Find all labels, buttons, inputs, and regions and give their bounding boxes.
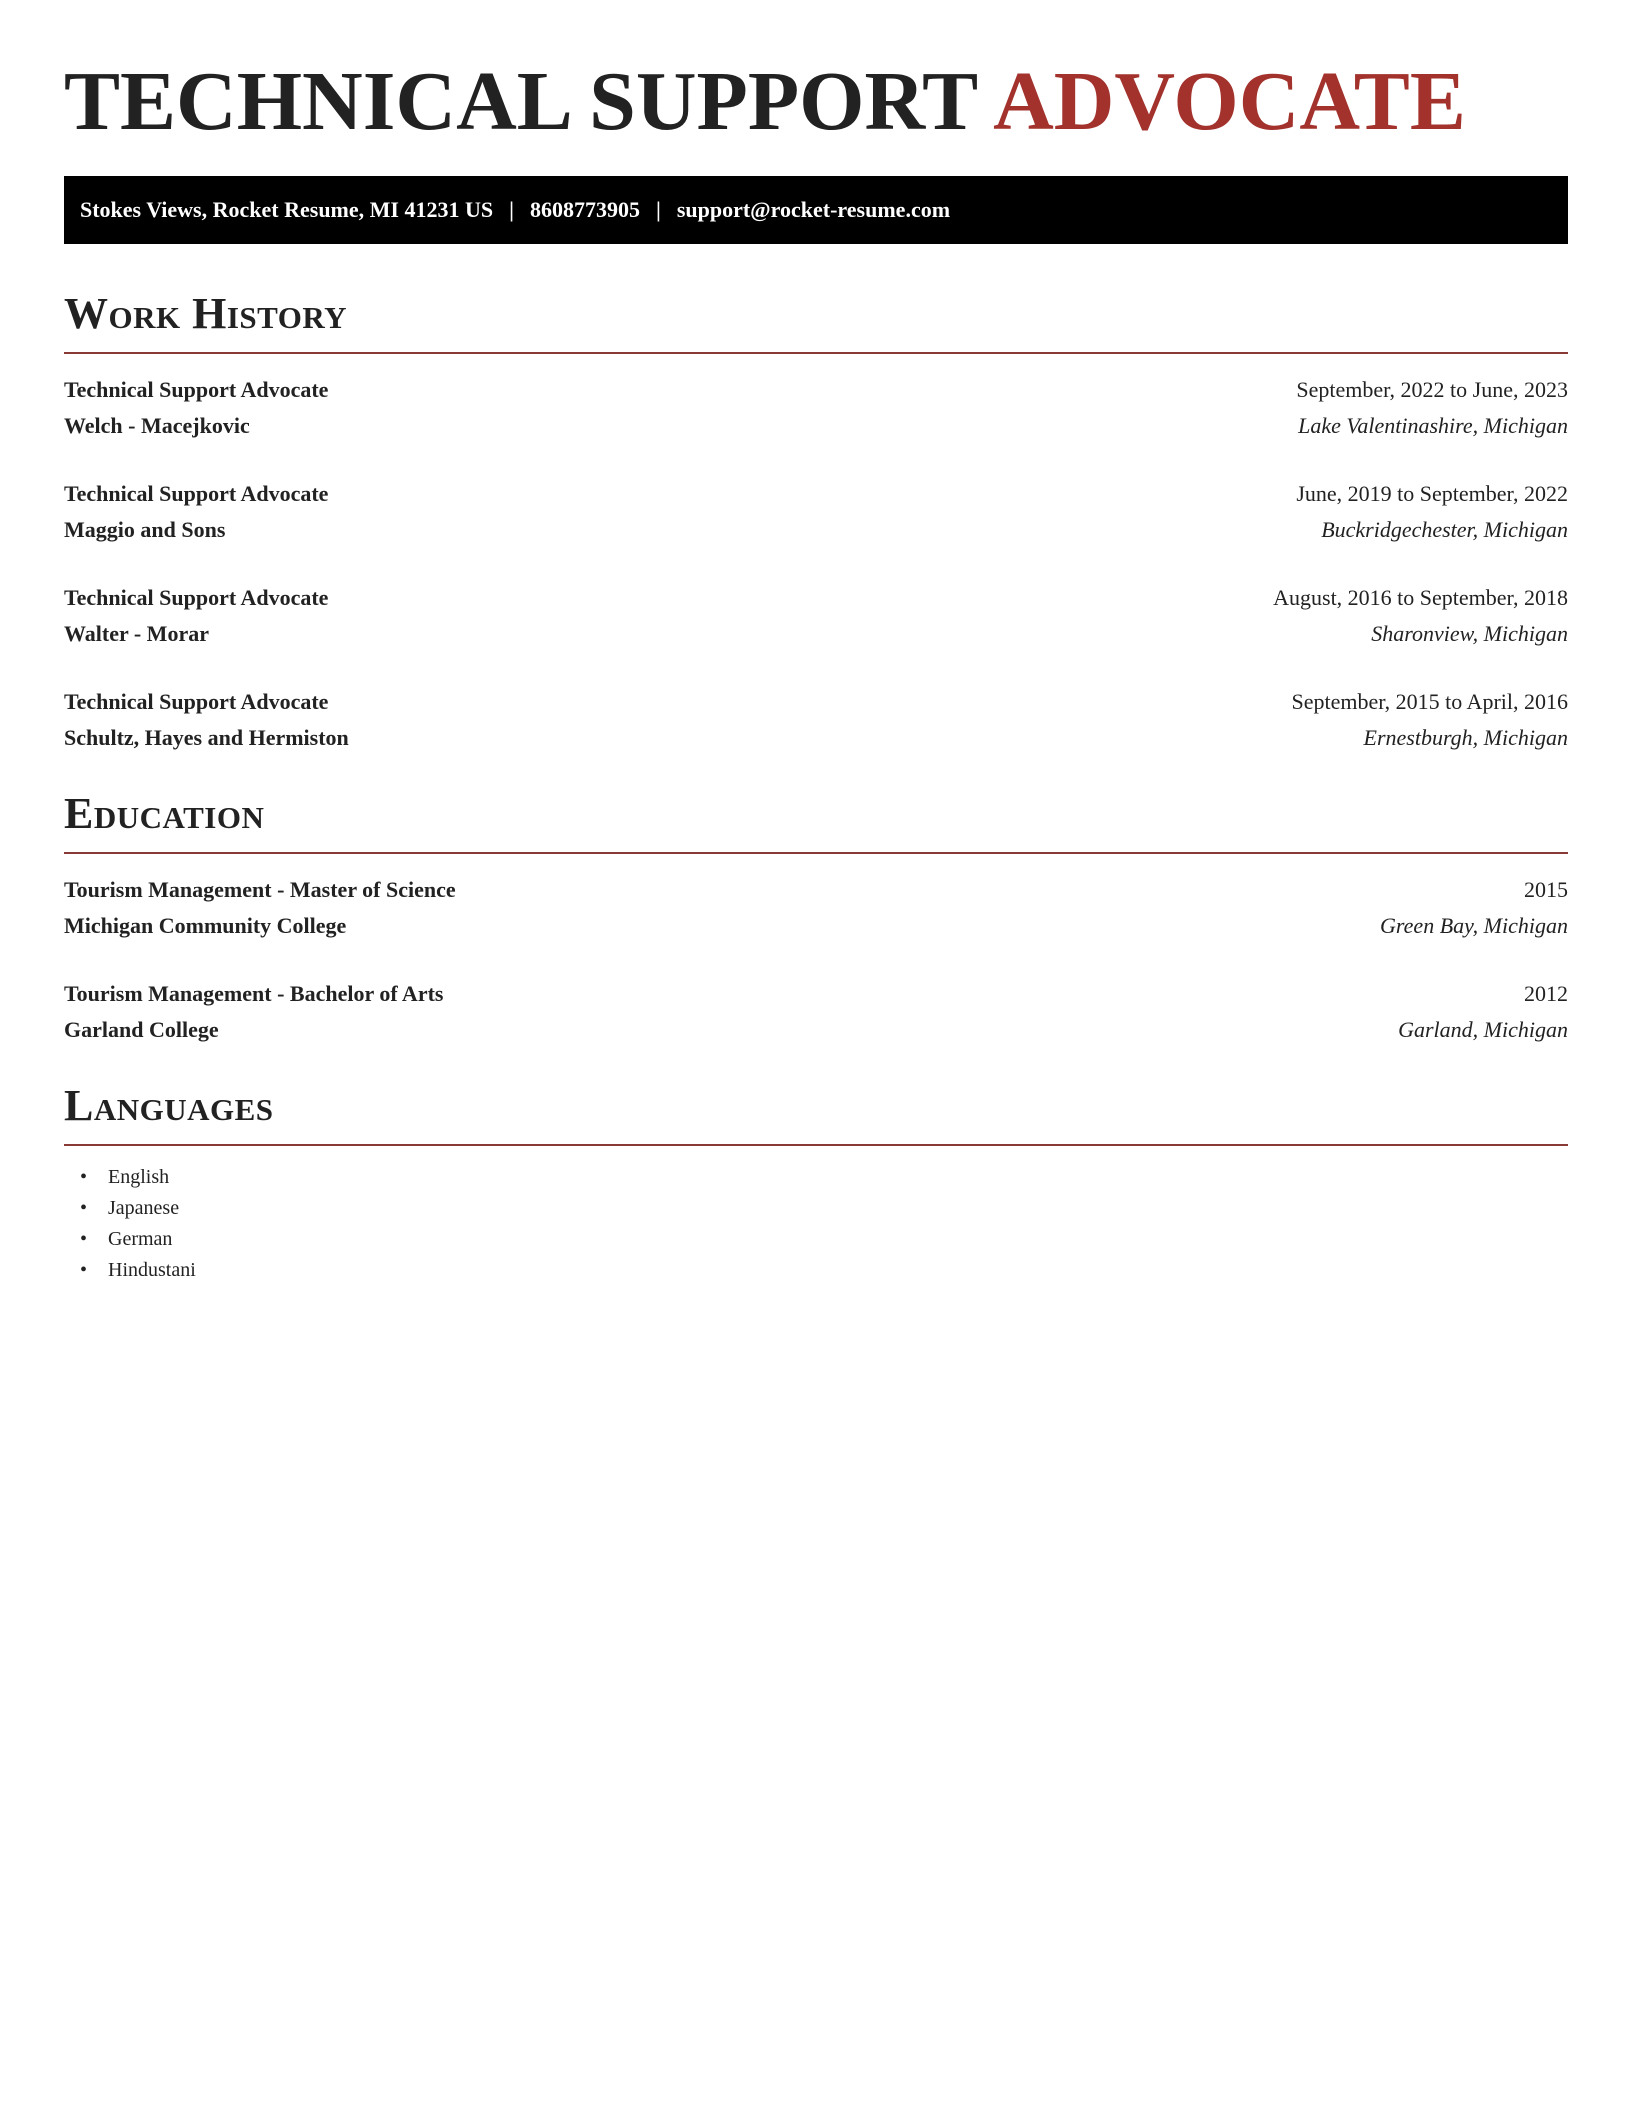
education-year: 2015 bbox=[1524, 877, 1568, 902]
list-item bbox=[80, 1255, 1568, 1286]
education-school: Garland College bbox=[64, 1017, 219, 1042]
work-position: Technical Support Advocate bbox=[64, 689, 329, 714]
work-location: Buckridgechester, Michigan bbox=[1321, 517, 1568, 542]
work-position: Technical Support Advocate bbox=[64, 585, 329, 610]
bullet-icon: • bbox=[80, 1259, 88, 1281]
work-entry bbox=[64, 580, 1568, 652]
contact-address: Stokes Views, Rocket Resume, MI 41231 US bbox=[80, 197, 494, 222]
education-location: Green Bay, Michigan bbox=[1380, 913, 1568, 938]
work-dates: August, 2016 to September, 2018 bbox=[1273, 585, 1568, 610]
education-degree: Tourism Management - Master of Science bbox=[64, 877, 456, 902]
section-title-languages: Languages bbox=[64, 1081, 274, 1130]
education-list bbox=[64, 872, 1568, 1048]
education-year: 2012 bbox=[1524, 981, 1568, 1006]
education-school: Michigan Community College bbox=[64, 913, 347, 938]
list-item bbox=[80, 1162, 1568, 1193]
section-divider bbox=[64, 352, 1568, 354]
work-position: Technical Support Advocate bbox=[64, 481, 329, 506]
bullet-icon: • bbox=[80, 1197, 88, 1219]
section-divider bbox=[64, 1144, 1568, 1146]
work-entry bbox=[64, 684, 1568, 756]
education-location: Garland, Michigan bbox=[1398, 1017, 1568, 1042]
work-company: Welch - Macejkovic bbox=[64, 413, 250, 438]
section-title-education: Education bbox=[64, 789, 265, 838]
language-name: Hindustani bbox=[108, 1259, 196, 1281]
section-title-work-history: Work History bbox=[64, 289, 348, 338]
contact-phone: 8608773905 bbox=[529, 197, 640, 222]
work-company: Maggio and Sons bbox=[64, 517, 226, 542]
work-history-list bbox=[64, 372, 1568, 756]
work-company: Schultz, Hayes and Hermiston bbox=[64, 725, 349, 750]
list-item bbox=[80, 1224, 1568, 1255]
language-name: Japanese bbox=[108, 1197, 180, 1219]
contact-separator: | bbox=[655, 197, 661, 222]
contact-email: support@rocket-resume.com bbox=[676, 197, 951, 222]
section-divider bbox=[64, 852, 1568, 854]
education-entry bbox=[64, 872, 1568, 944]
bullet-icon: • bbox=[80, 1228, 88, 1250]
title-accent: ADVOCATE bbox=[993, 55, 1466, 148]
bullet-icon: • bbox=[80, 1166, 88, 1188]
languages-list bbox=[64, 1162, 1568, 1286]
work-location: Lake Valentinashire, Michigan bbox=[1298, 413, 1568, 438]
contact-bar bbox=[64, 176, 1568, 244]
work-dates: June, 2019 to September, 2022 bbox=[1296, 481, 1568, 506]
education-degree: Tourism Management - Bachelor of Arts bbox=[64, 981, 444, 1006]
resume-page bbox=[64, 0, 1568, 1286]
language-name: English bbox=[108, 1166, 170, 1188]
education-entry bbox=[64, 976, 1568, 1048]
title-main: TECHNICAL SUPPORT bbox=[64, 55, 977, 148]
work-dates: September, 2015 to April, 2016 bbox=[1291, 689, 1568, 714]
resume-title bbox=[64, 0, 1568, 154]
language-name: German bbox=[108, 1228, 173, 1250]
work-entry bbox=[64, 372, 1568, 444]
work-position: Technical Support Advocate bbox=[64, 377, 329, 402]
work-company: Walter - Morar bbox=[64, 621, 209, 646]
work-dates: September, 2022 to June, 2023 bbox=[1296, 377, 1568, 402]
work-location: Ernestburgh, Michigan bbox=[1363, 725, 1568, 750]
list-item bbox=[80, 1193, 1568, 1224]
work-location: Sharonview, Michigan bbox=[1371, 621, 1568, 646]
work-entry bbox=[64, 476, 1568, 548]
contact-separator: | bbox=[509, 197, 514, 222]
